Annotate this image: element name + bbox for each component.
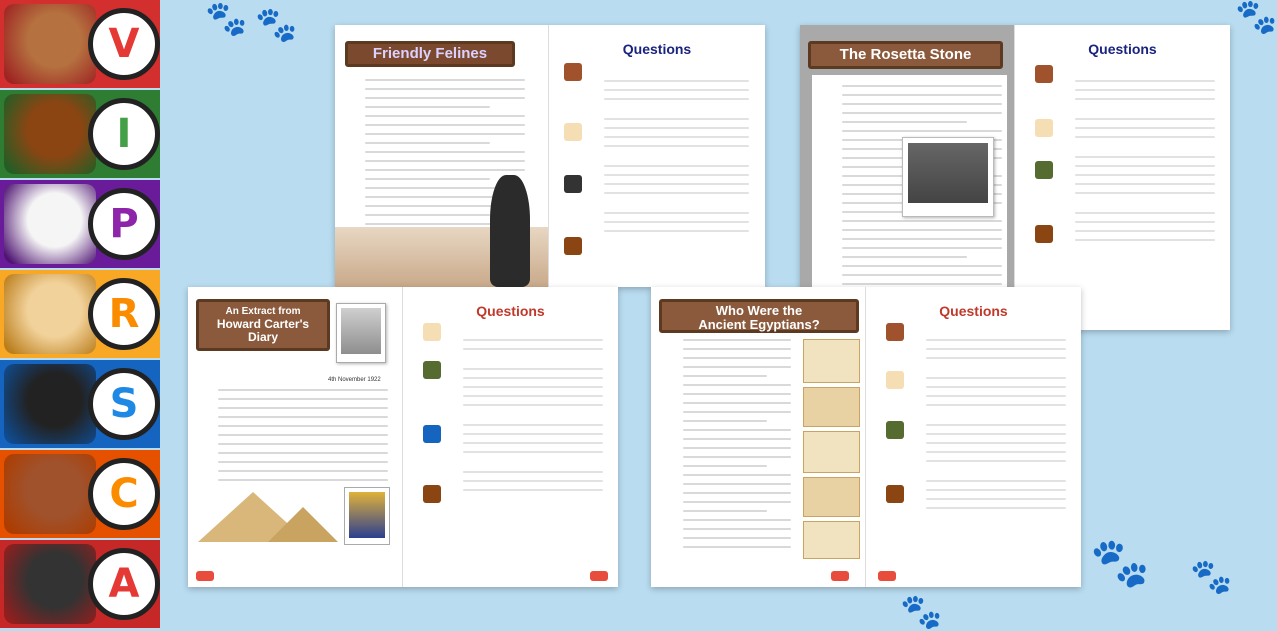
worksheet-title (659, 299, 859, 333)
dog-illustration (4, 544, 96, 624)
dog-illustration (4, 454, 96, 534)
text-line (683, 447, 791, 449)
answer-line[interactable] (463, 395, 603, 397)
answer-line[interactable] (926, 433, 1066, 435)
answer-line[interactable] (463, 442, 603, 444)
answer-group[interactable] (604, 212, 749, 232)
answer-line[interactable] (926, 480, 1066, 482)
hieroglyph-image (803, 431, 860, 473)
answer-line[interactable] (604, 127, 749, 129)
text-page (800, 25, 1015, 330)
questions-heading: Questions (476, 303, 545, 319)
worksheet-friendly-felines[interactable] (335, 25, 765, 287)
text-line (365, 124, 525, 126)
answer-group[interactable] (926, 339, 1066, 359)
diary-date: 4th November 1922 (328, 377, 381, 383)
answer-line[interactable] (926, 507, 1066, 509)
text-line (683, 528, 791, 530)
answer-line[interactable] (926, 395, 1066, 397)
text-line (365, 142, 490, 144)
text-line (365, 88, 525, 90)
dog-icon (423, 485, 441, 503)
hieroglyph-image (803, 477, 860, 517)
text-line (365, 214, 490, 216)
text-line (683, 510, 767, 512)
worksheet-howard-carter[interactable] (188, 287, 618, 587)
text-line (842, 229, 1002, 231)
title-line: An Extract from (225, 306, 301, 317)
article-text (683, 339, 791, 555)
paw-print-icon: 🐾 (255, 6, 298, 44)
answer-line[interactable] (1075, 127, 1215, 129)
answer-line[interactable] (926, 451, 1066, 453)
paw-print-icon: 🐾 (900, 593, 943, 631)
answer-lines[interactable] (1075, 80, 1215, 259)
text-line (683, 537, 791, 539)
answer-line[interactable] (1075, 89, 1215, 91)
answer-line[interactable] (604, 212, 749, 214)
text-line (683, 519, 791, 521)
text-line (218, 443, 388, 445)
text-line (683, 420, 767, 422)
dog-icon (886, 371, 904, 389)
dog-icon (886, 485, 904, 503)
answer-line[interactable] (1075, 212, 1215, 214)
answer-line[interactable] (926, 489, 1066, 491)
worksheet-rosetta-stone[interactable] (800, 25, 1230, 330)
answer-line[interactable] (463, 451, 603, 453)
text-line (218, 470, 388, 472)
answer-group[interactable] (604, 118, 749, 147)
answer-line[interactable] (604, 98, 749, 100)
text-line (842, 94, 1002, 96)
dog-icon (423, 425, 441, 443)
answer-line[interactable] (1075, 174, 1215, 176)
paw-print-icon: 🐾 (205, 0, 248, 38)
twinkl-logo (878, 571, 896, 581)
answer-line[interactable] (463, 348, 603, 350)
answer-group[interactable] (463, 339, 603, 350)
twinkl-logo (196, 571, 214, 581)
dog-icon (1035, 161, 1053, 179)
dog-icon (564, 123, 582, 141)
answer-line[interactable] (463, 480, 603, 482)
dog-icon (1035, 119, 1053, 137)
answer-line[interactable] (463, 433, 603, 435)
text-line (683, 438, 791, 440)
hieroglyph-image (803, 521, 860, 559)
twinkl-logo (831, 571, 849, 581)
vipers-band (0, 90, 160, 178)
text-line (683, 402, 791, 404)
pyramids-image (268, 507, 338, 542)
text-line (365, 97, 525, 99)
worksheet-title (196, 299, 330, 351)
answer-line[interactable] (926, 377, 1066, 379)
text-line (842, 220, 1002, 222)
vipers-band (0, 270, 160, 358)
vipers-letter-v: V (88, 8, 160, 80)
answer-line[interactable] (604, 230, 749, 232)
text-line (683, 429, 791, 431)
answer-group[interactable] (463, 368, 603, 406)
rosetta-stone-photo (902, 137, 994, 217)
answer-group[interactable] (463, 424, 603, 453)
text-page (651, 287, 865, 587)
text-line (842, 256, 967, 258)
vipers-strip (0, 0, 160, 630)
text-page (335, 25, 548, 287)
answer-line[interactable] (463, 424, 603, 426)
worksheet-ancient-egyptians[interactable] (651, 287, 1081, 587)
title-line: Diary (247, 330, 279, 344)
answer-line[interactable] (604, 118, 749, 120)
questions-heading: Questions (622, 41, 692, 57)
answer-line[interactable] (1075, 183, 1215, 185)
text-line (218, 398, 388, 400)
vipers-letter-s: S (88, 368, 160, 440)
vipers-band (0, 0, 160, 88)
dog-illustration (4, 184, 96, 264)
text-line (842, 103, 1002, 105)
text-line (683, 339, 791, 341)
text-line (683, 348, 791, 350)
questions-page (402, 287, 618, 587)
text-line (365, 106, 490, 108)
text-line (683, 474, 791, 476)
answer-line[interactable] (604, 174, 749, 176)
answer-line[interactable] (463, 404, 603, 406)
vipers-letter-a: A (88, 548, 160, 620)
answer-group[interactable] (1075, 118, 1215, 138)
text-line (842, 238, 1002, 240)
answer-group[interactable] (1075, 80, 1215, 100)
dog-icon (564, 63, 582, 81)
text-line (218, 452, 388, 454)
text-line (365, 79, 525, 81)
text-line (365, 169, 525, 171)
answer-line[interactable] (926, 339, 1066, 341)
dog-illustration (4, 274, 96, 354)
answer-group[interactable] (926, 377, 1066, 406)
questions-page (865, 287, 1081, 587)
dog-icon (423, 323, 441, 341)
vipers-letter-c: C (88, 458, 160, 530)
answer-line[interactable] (1075, 221, 1215, 223)
answer-line[interactable] (1075, 230, 1215, 232)
answer-line[interactable] (1075, 118, 1215, 120)
answer-line[interactable] (1075, 156, 1215, 158)
text-line (842, 130, 1002, 132)
answer-line[interactable] (926, 460, 1066, 462)
text-line (842, 283, 1002, 285)
text-line (683, 393, 791, 395)
hieroglyph-image (803, 339, 860, 383)
text-line (683, 546, 791, 548)
answer-line[interactable] (604, 145, 749, 147)
answer-line[interactable] (1075, 98, 1215, 100)
dog-icon (1035, 65, 1053, 83)
answer-group[interactable] (463, 471, 603, 491)
paw-print-icon: 🐾 (1235, 0, 1277, 36)
dog-illustration (4, 94, 96, 174)
text-line (218, 434, 388, 436)
dog-icon (564, 237, 582, 255)
answer-line[interactable] (1075, 192, 1215, 194)
answer-group[interactable] (1075, 212, 1215, 241)
vipers-letter-p: P (88, 188, 160, 260)
answer-line[interactable] (926, 498, 1066, 500)
questions-heading: Questions (939, 303, 1008, 319)
text-line (683, 501, 791, 503)
twinkl-logo (590, 571, 608, 581)
answer-group[interactable] (926, 424, 1066, 462)
answer-line[interactable] (463, 377, 603, 379)
answer-lines[interactable] (604, 80, 749, 250)
text-line (683, 384, 791, 386)
answer-lines[interactable] (463, 339, 603, 509)
tutankhamun-mask-image (344, 487, 390, 545)
answer-line[interactable] (926, 348, 1066, 350)
questions-page (548, 25, 765, 287)
vipers-band (0, 180, 160, 268)
vipers-band (0, 540, 160, 628)
text-line (683, 465, 767, 467)
text-line (365, 160, 525, 162)
questions-heading: Questions (1088, 41, 1157, 57)
text-line (218, 416, 388, 418)
answer-line[interactable] (463, 386, 603, 388)
text-line (842, 121, 967, 123)
howard-carter-portrait (336, 303, 386, 363)
answer-group[interactable] (1075, 156, 1215, 194)
answer-line[interactable] (1075, 165, 1215, 167)
text-page (188, 287, 402, 587)
answer-line[interactable] (926, 442, 1066, 444)
text-line (365, 115, 525, 117)
answer-line[interactable] (463, 471, 603, 473)
answer-line[interactable] (463, 489, 603, 491)
title-line: Who Were the (715, 303, 803, 318)
dog-icon (886, 323, 904, 341)
answer-line[interactable] (926, 386, 1066, 388)
answer-line[interactable] (604, 136, 749, 138)
vipers-letter-i: I (88, 98, 160, 170)
text-line (683, 411, 791, 413)
answer-line[interactable] (463, 368, 603, 370)
answer-line[interactable] (926, 424, 1066, 426)
paw-print-icon: 🐾 (1090, 537, 1150, 590)
text-line (842, 274, 1002, 276)
vipers-letter-r: R (88, 278, 160, 350)
answer-group[interactable] (604, 80, 749, 100)
answer-group[interactable] (926, 480, 1066, 509)
answer-line[interactable] (926, 357, 1066, 359)
paw-print-icon: 🐾 (1190, 558, 1233, 596)
title-line: Howard Carter's (216, 317, 310, 331)
dog-icon (564, 175, 582, 193)
text-line (683, 456, 791, 458)
worksheet-title: Friendly Felines (345, 41, 515, 67)
answer-line[interactable] (1075, 136, 1215, 138)
answer-line[interactable] (463, 339, 603, 341)
answer-line[interactable] (1075, 80, 1215, 82)
answer-line[interactable] (926, 404, 1066, 406)
answer-line[interactable] (604, 183, 749, 185)
text-line (218, 479, 388, 481)
dog-icon (423, 361, 441, 379)
answer-line[interactable] (604, 165, 749, 167)
answer-line[interactable] (604, 80, 749, 82)
text-line (683, 375, 767, 377)
text-line (842, 247, 1002, 249)
answer-line[interactable] (604, 192, 749, 194)
text-line (683, 357, 791, 359)
dog-icon (1035, 225, 1053, 243)
text-line (683, 366, 791, 368)
dog-illustration (4, 4, 96, 84)
dog-icon (886, 421, 904, 439)
text-line (683, 492, 791, 494)
cat-statue-image (490, 175, 530, 287)
text-line (365, 151, 525, 153)
dog-illustration (4, 364, 96, 444)
title-line: Ancient Egyptians? (698, 317, 820, 332)
text-line (218, 389, 388, 391)
answer-line[interactable] (604, 89, 749, 91)
hieroglyph-image (803, 387, 860, 427)
answer-lines[interactable] (926, 339, 1066, 527)
text-line (683, 483, 791, 485)
text-line (842, 112, 1002, 114)
text-line (365, 178, 490, 180)
article-text (218, 389, 388, 488)
answer-group[interactable] (604, 165, 749, 194)
vipers-band (0, 360, 160, 448)
text-line (365, 133, 525, 135)
text-line (842, 265, 1002, 267)
answer-line[interactable] (604, 221, 749, 223)
questions-page (1014, 25, 1230, 330)
worksheet-title: The Rosetta Stone (808, 41, 1003, 69)
text-line (218, 461, 388, 463)
text-line (218, 425, 388, 427)
vipers-band (0, 450, 160, 538)
text-line (842, 85, 1002, 87)
answer-line[interactable] (1075, 239, 1215, 241)
text-line (218, 407, 388, 409)
